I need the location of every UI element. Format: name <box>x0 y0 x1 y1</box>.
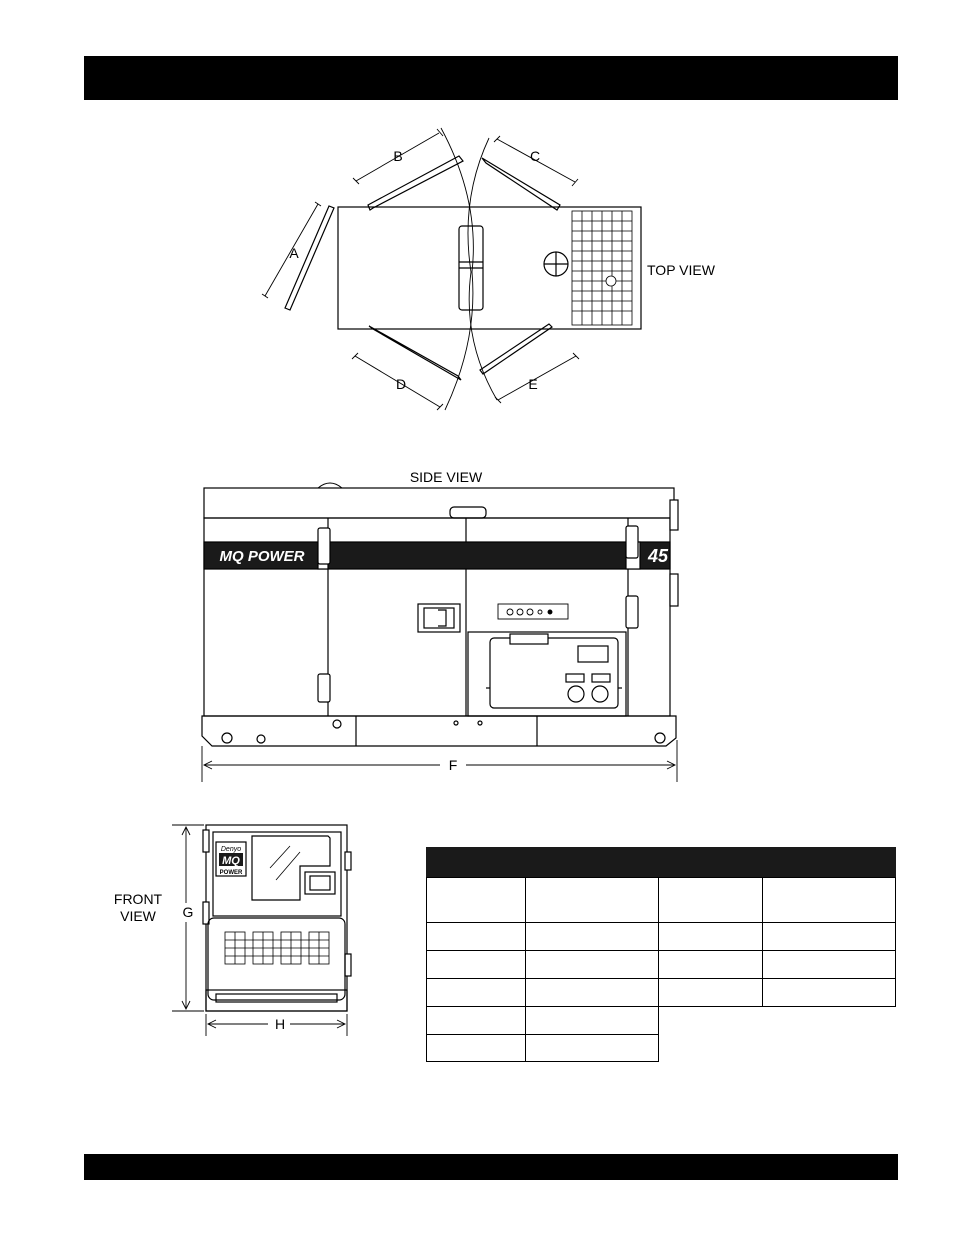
table-header <box>426 847 896 877</box>
side-view <box>202 469 678 782</box>
side-brand-logo: MQ POWER <box>219 548 305 565</box>
top-view-label: TOP VIEW <box>647 262 715 278</box>
table-cell <box>525 877 659 923</box>
dim-label-f: F <box>448 757 458 773</box>
front-logo-mid: MQ <box>222 855 240 867</box>
table-cell <box>658 877 763 923</box>
table-cell <box>426 1006 526 1035</box>
top-view-doors <box>285 128 560 410</box>
side-view-label: SIDE VIEW <box>409 469 483 485</box>
dim-label-e: E <box>528 376 538 392</box>
dim-label-b: B <box>393 148 403 164</box>
table-cell <box>658 978 763 1007</box>
dimension-table <box>426 847 896 1062</box>
front-logo-bottom: POWER <box>219 870 243 876</box>
table-cell <box>762 922 896 951</box>
dim-label-c: C <box>529 148 541 164</box>
side-skid <box>202 716 676 746</box>
output-panel <box>468 632 626 716</box>
table-cell <box>525 1034 659 1062</box>
front-brand-logo <box>216 842 246 876</box>
table-cell <box>658 922 763 951</box>
side-roof <box>204 488 674 518</box>
table-cell <box>426 978 526 1007</box>
table-cell <box>525 1006 659 1035</box>
dim-label-d: D <box>395 376 407 392</box>
door-handle-icon <box>418 604 460 632</box>
footer-bar <box>84 1154 898 1180</box>
vent-grille-icon <box>572 211 632 325</box>
table-cell <box>525 978 659 1007</box>
table-cell <box>426 877 526 923</box>
front-view-label-2: VIEW <box>120 908 156 924</box>
front-view-label-1: FRONT <box>113 891 163 907</box>
front-logo-top: Denyo <box>220 846 242 853</box>
table-cell <box>762 877 896 923</box>
top-view <box>262 128 716 410</box>
table-cell <box>426 950 526 979</box>
model-badge: 45 <box>647 546 669 566</box>
table-cell <box>762 978 896 1007</box>
fuel-cap-icon <box>544 252 568 276</box>
dim-label-g: G <box>182 904 194 920</box>
front-vent-grille <box>225 932 329 964</box>
table-cell <box>762 950 896 979</box>
dim-label-a: A <box>289 245 299 261</box>
table-cell <box>525 950 659 979</box>
top-view-dimensions <box>262 129 579 410</box>
table-cell <box>658 950 763 979</box>
table-cell <box>426 922 526 951</box>
table-cell <box>525 922 659 951</box>
table-cell <box>426 1034 526 1062</box>
front-view <box>114 825 351 1036</box>
dim-label-h: H <box>274 1016 286 1032</box>
control-panel <box>498 604 568 619</box>
lift-eye-icon <box>222 733 232 743</box>
